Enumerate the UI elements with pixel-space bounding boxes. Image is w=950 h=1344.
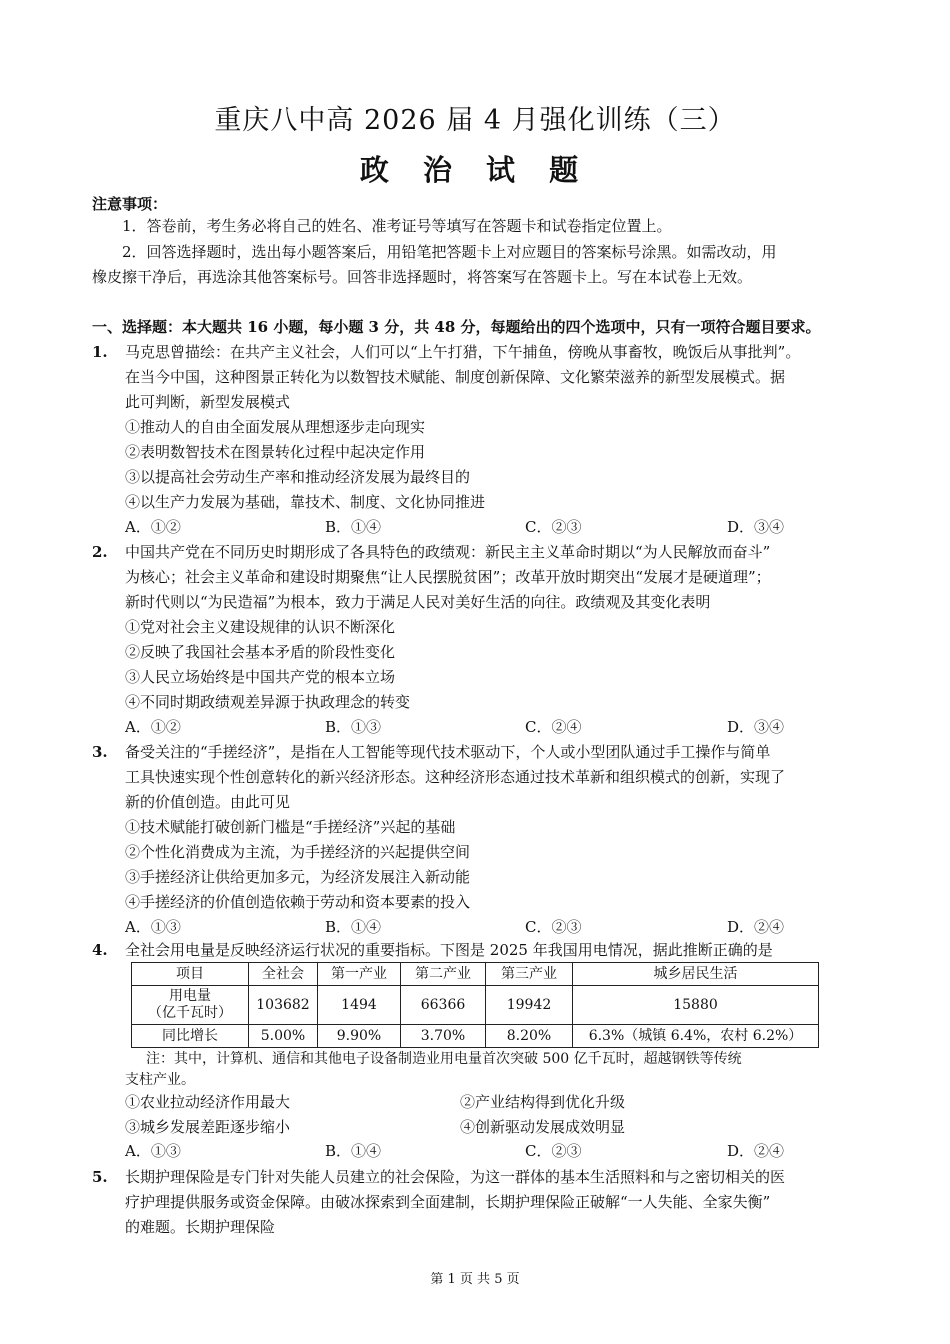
q2-answer-d: D．③④ xyxy=(727,718,785,736)
q1-answer-c: C．②③ xyxy=(525,518,582,536)
table-cell: 6.3%（城镇 6.4%，农村 6.2%） xyxy=(573,1025,819,1048)
q1-answer-d: D．③④ xyxy=(727,518,785,536)
table-cell: 19942 xyxy=(486,986,573,1025)
q4-option: ①农业拉动经济作用最大 xyxy=(125,1093,291,1111)
q3-answer-d: D．②④ xyxy=(727,918,785,936)
table-row-label: 同比增长 xyxy=(132,1025,249,1048)
q2-option: ②反映了我国社会基本矛盾的阶段性变化 xyxy=(125,643,396,661)
q1-number: 1. xyxy=(92,343,108,361)
table-header-cell: 城乡居民生活 xyxy=(573,963,819,986)
q3-stem-line: 工具快速实现个性创意转化的新兴经济形态。这种经济形态通过技术革新和组织模式的创新，实现了 xyxy=(125,768,786,786)
q1-option: ①推动人的自由全面发展从理想逐步走向现实 xyxy=(125,418,426,436)
q2-option: ①党对社会主义建设规律的认识不断深化 xyxy=(125,618,396,636)
q5-number: 5. xyxy=(92,1168,108,1186)
table-header-row xyxy=(132,963,819,986)
q1-option: ③以提高社会劳动生产率和推动经济发展为最终目的 xyxy=(125,468,471,486)
q3-option: ①技术赋能打破创新门槛是“手搓经济”兴起的基础 xyxy=(125,818,456,836)
q1-stem-line: 马克思曾描绘：在共产主义社会，人们可以“上午打猎，下午捕鱼，傍晚从事畜牧，晚饭后从事批判”。 xyxy=(125,343,801,361)
q3-number: 3. xyxy=(92,743,108,761)
table-header-cell: 第二产业 xyxy=(401,963,486,986)
notice-item-2b: 橡皮擦干净后，再选涂其他答案标号。回答非选择题时，将答案写在答题卡上。写在本试卷上无效。 xyxy=(92,268,753,286)
q4-number: 4. xyxy=(92,941,108,959)
q4-option: ②产业结构得到优化升级 xyxy=(460,1093,626,1111)
q2-stem-line: 中国共产党在不同历史时期形成了各具特色的政绩观：新民主主义革命时期以“为人民解放而奋斗” xyxy=(125,543,771,561)
q2-stem-line: 新时代则以“为民造福”为根本，致力于满足人民对美好生活的向往。政绩观及其变化表明 xyxy=(125,593,711,611)
q3-answer-a: A．①③ xyxy=(125,918,181,936)
section-heading: 一、选择题：本大题共 16 小题，每小题 3 分，共 48 分，每题给出的四个选项中，只有一项符合题目要求。 xyxy=(92,318,821,336)
q2-option: ③人民立场始终是中国共产党的根本立场 xyxy=(125,668,396,686)
row-label-line: 用电量 xyxy=(169,988,211,1004)
table-cell: 15880 xyxy=(573,986,819,1025)
q2-option: ④不同时期政绩观差异源于执政理念的转变 xyxy=(125,693,411,711)
q4-answer-d: D．②④ xyxy=(727,1142,785,1160)
table-cell: 5.00% xyxy=(249,1025,318,1048)
subject-title: 政 治 试 题 xyxy=(359,153,591,187)
q4-answer-c: C．②③ xyxy=(525,1142,582,1160)
q4-answer-b: B．①④ xyxy=(325,1142,382,1160)
q1-answer-b: B．①④ xyxy=(325,518,382,536)
table-row-label xyxy=(132,986,249,1025)
q4-answer-a: A．①③ xyxy=(125,1142,181,1160)
q4-option: ③城乡发展差距逐步缩小 xyxy=(125,1118,291,1136)
table-cell: 103682 xyxy=(249,986,318,1025)
q4-stem: 全社会用电量是反映经济运行状况的重要指标。下图是 2025 年我国用电情况，据此推断正确的是 xyxy=(125,941,773,959)
q2-answer-a: A．①② xyxy=(125,718,181,736)
q3-answer-b: B．①④ xyxy=(325,918,382,936)
table-header-cell: 第一产业 xyxy=(318,963,401,986)
q3-option: ②个性化消费成为主流，为手搓经济的兴起提供空间 xyxy=(125,843,471,861)
q1-option: ②表明数智技术在图景转化过程中起决定作用 xyxy=(125,443,426,461)
electricity-table xyxy=(131,962,819,1048)
table-cell: 3.70% xyxy=(401,1025,486,1048)
q1-option: ④以生产力发展为基础，靠技术、制度、文化协同推进 xyxy=(125,493,486,511)
q5-stem-line: 长期护理保险是专门针对失能人员建立的社会保险，为这一群体的基本生活照料和与之密切相关的医 xyxy=(125,1168,786,1186)
q1-stem-line: 在当今中国，这种图景正转化为以数智技术赋能、制度创新保障、文化繁荣滋养的新型发展模式。据 xyxy=(125,368,786,386)
q4-note-cont: 支柱产业。 xyxy=(125,1072,195,1088)
q3-stem-line: 新的价值创造。由此可见 xyxy=(125,793,291,811)
q1-stem-line: 此可判断，新型发展模式 xyxy=(125,393,291,411)
row-label-line: （亿千瓦时） xyxy=(148,1005,232,1021)
q2-answer-c: C．②④ xyxy=(525,718,582,736)
table-header-cell: 全社会 xyxy=(249,963,318,986)
table-cell: 8.20% xyxy=(486,1025,573,1048)
q5-stem-line: 的难题。长期护理保险 xyxy=(125,1218,276,1236)
q3-option: ③手搓经济让供给更加多元，为经济发展注入新动能 xyxy=(125,868,471,886)
q4-note: 注：其中，计算机、通信和其他电子设备制造业用电量首次突破 500 亿千瓦时，超越钢铁等传统 xyxy=(146,1051,742,1067)
q2-stem-line: 为核心；社会主义革命和建设时期聚焦“让人民摆脱贫困”；改革开放时期突出“发展才是硬道理”； xyxy=(125,568,771,586)
notice-heading: 注意事项： xyxy=(92,195,168,213)
exam-title: 重庆八中高 2026 届 4 月强化训练（三） xyxy=(214,105,736,136)
q3-stem-line: 备受关注的“手搓经济”，是指在人工智能等现代技术驱动下，个人或小型团队通过手工操作与简单 xyxy=(125,743,771,761)
q3-answer-c: C．②③ xyxy=(525,918,582,936)
notice-item-1: 1．答卷前，考生务必将自己的姓名、准考证号等填写在答题卡和试卷指定位置上。 xyxy=(122,217,672,235)
table-header-cell: 第三产业 xyxy=(486,963,573,986)
table-row xyxy=(132,986,819,1025)
q5-stem-line: 疗护理提供服务或资金保障。由破冰探索到全面建制，长期护理保险正破解“一人失能、全家失衡” xyxy=(125,1193,771,1211)
notice-item-2a: 2．回答选择题时，选出每小题答案后，用铅笔把答题卡上对应题目的答案标号涂黑。如需改动，用 xyxy=(122,243,777,261)
table-row xyxy=(132,1025,819,1048)
q2-answer-b: B．①③ xyxy=(325,718,382,736)
table-header-cell: 项目 xyxy=(132,963,249,986)
table-cell: 66366 xyxy=(401,986,486,1025)
page-number: 第 1 页 共 5 页 xyxy=(430,1272,520,1287)
q3-option: ④手搓经济的价值创造依赖于劳动和资本要素的投入 xyxy=(125,893,471,911)
q2-number: 2. xyxy=(92,543,108,561)
q1-answer-a: A．①② xyxy=(125,518,181,536)
table-cell: 9.90% xyxy=(318,1025,401,1048)
q4-option: ④创新驱动发展成效明显 xyxy=(460,1118,626,1136)
table-cell: 1494 xyxy=(318,986,401,1025)
